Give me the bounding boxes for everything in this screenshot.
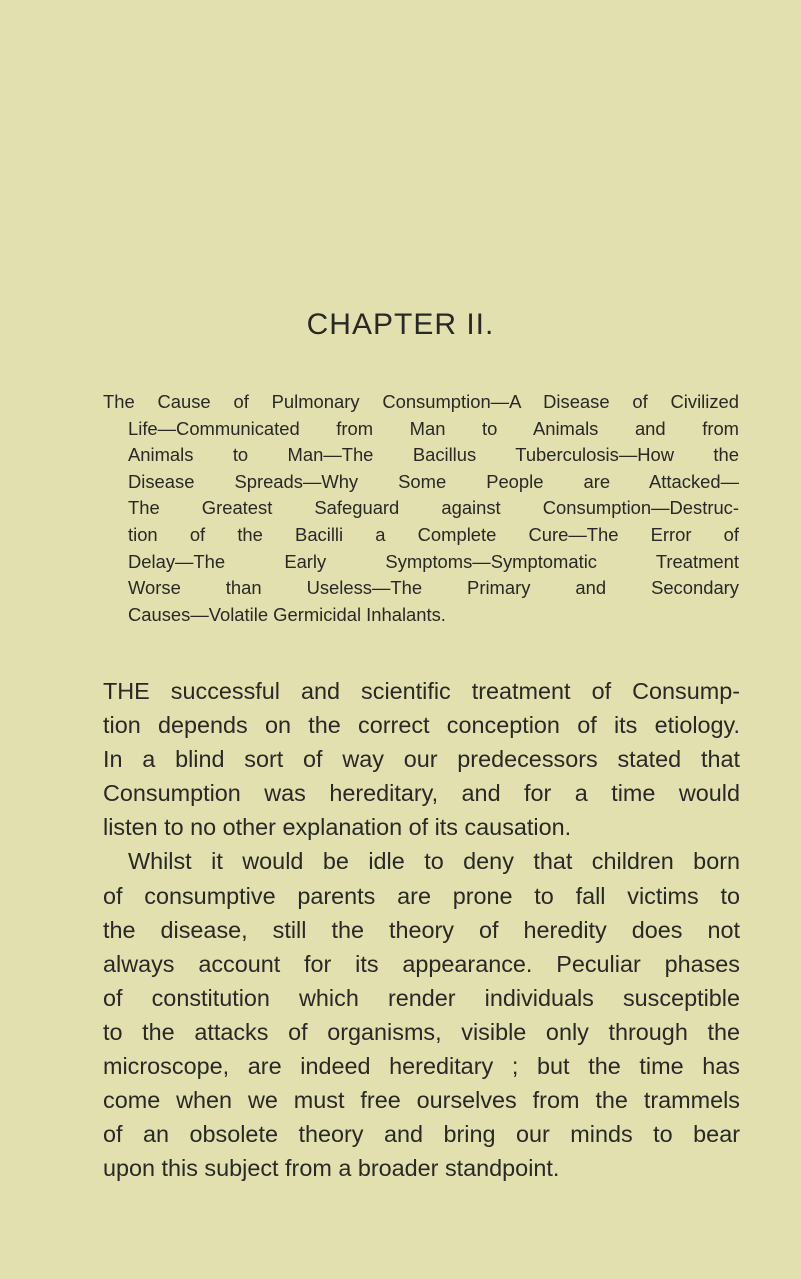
summary-line: tion of the Bacilli a Complete Cure—The Error of [128,523,739,545]
body-line: tion depends on the correct conception of its etiology. [103,712,740,739]
body-line: always account for its appearance. Peculiar phases [103,950,740,977]
body-line: of consumptive parents are prone to fall victims to [103,882,740,909]
summary-line: Life—Communicated from Man to Animals and from [128,417,739,439]
body-line: microscope, are indeed hereditary ; but the time has [103,1053,740,1080]
summary-line: Disease Spreads—Why Some People are Attacked— [128,470,739,492]
body-line: come when we must free ourselves from the trammels [103,1087,740,1114]
body-line: In a blind sort of way our predecessors stated that [103,746,740,773]
summary-line: Worse than Useless—The Primary and Secondary [128,577,739,599]
chapter-title: CHAPTER II. [306,308,495,341]
summary-line: The Cause of Pulmonary Consumption—A Disease of Civilized [103,391,739,412]
body-line: Consumption was hereditary, and for a time would [103,780,740,807]
summary-line: The Greatest Safeguard against Consumption—Destruc- [128,497,739,519]
summary-line: Delay—The Early Symptoms—Symptomatic Treatment [128,550,739,572]
body-line: the disease, still the theory of heredity does not [103,916,740,943]
body-line: THE successful and scientific treatment of Consump- [103,678,740,704]
body-line: Whilst it would be idle to deny that children born [128,848,740,875]
body-line: upon this subject from a broader standpoint. [103,1155,560,1182]
body-line: to the attacks of organisms, visible only through the [103,1018,740,1045]
body-line: of an obsolete theory and bring our minds to bear [103,1121,740,1148]
body-line: of constitution which render individuals susceptible [103,984,740,1011]
summary-line: Causes—Volatile Germicidal Inhalants. [128,603,446,625]
chapter-summary [103,389,739,628]
body-text [103,674,740,1185]
body-line: listen to no other explanation of its causation. [103,814,572,841]
summary-line: Animals to Man—The Bacillus Tuberculosis—How the [128,444,739,466]
